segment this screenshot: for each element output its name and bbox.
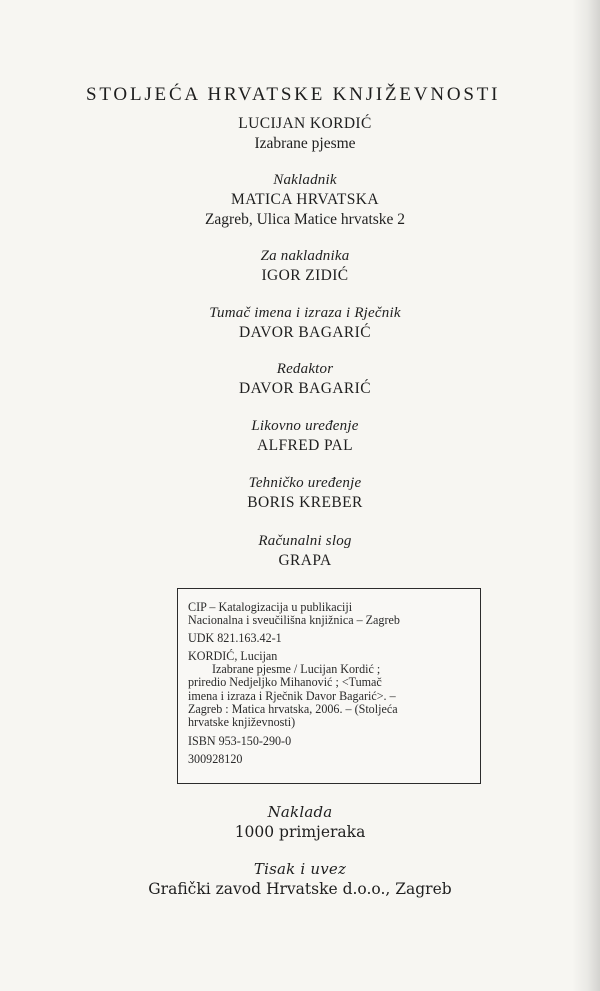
credit-value: ALFRED PAL — [256, 437, 354, 454]
credit-glossary — [160, 303, 450, 343]
cip-record — [188, 601, 474, 766]
credit-role: Likovno uređenje — [251, 418, 359, 434]
printing-info — [60, 859, 540, 899]
cip-description-line: priredio Nedjeljko Mihanović ; <Tumač — [188, 675, 382, 690]
credit-role: Računalni slog — [258, 533, 352, 549]
series-title: STOLJEĆA HRVATSKE KNJIŽEVNOSTI — [86, 84, 501, 105]
edition-value: 1000 primjeraka — [234, 823, 366, 841]
printing-value: Grafički zavod Hrvatske d.o.o., Zagreb — [148, 880, 452, 898]
credit-value: DAVOR BAGARIĆ — [239, 380, 371, 397]
cip-record-id: 300928120 — [188, 751, 243, 766]
printing-role: Tisak i uvez — [253, 860, 347, 878]
credit-value: DAVOR BAGARIĆ — [239, 324, 371, 341]
cip-description-line: hrvatske književnosti) — [188, 714, 296, 729]
credit-editor — [160, 359, 450, 399]
credit-value: Zagreb, Ulica Matice hrvatske 2 — [204, 211, 406, 228]
cip-heading: CIP – Katalogizacija u publikaciji — [188, 600, 353, 614]
credit-publisher — [160, 170, 450, 230]
credit-role: Tehničko uređenje — [248, 475, 362, 491]
cip-description-line: Zagreb : Matica hrvatska, 2006. – (Stoljeća — [188, 701, 398, 716]
credit-value: BORIS KREBER — [247, 494, 363, 511]
cip-author-heading: KORDIĆ, Lucijan — [188, 649, 278, 664]
credit-technical-editing — [160, 473, 450, 513]
credit-role: Za nakladnika — [260, 248, 350, 264]
cip-isbn: ISBN 953-150-290-0 — [188, 733, 292, 748]
book-title: Izabrane pjesme — [254, 135, 356, 152]
cip-udk: UDK 821.163.42-1 — [188, 631, 282, 646]
credit-role: Nakladnik — [273, 172, 337, 188]
credit-art-design — [160, 416, 450, 456]
credit-value: GRAPA — [278, 552, 332, 569]
cip-record-box — [177, 588, 481, 784]
credit-for-publisher — [160, 246, 450, 286]
cip-description-line: Izabrane pjesme / Lucijan Kordić ; — [212, 662, 381, 677]
credit-value: MATICA HRVATSKA — [231, 191, 379, 208]
book-info — [160, 114, 450, 154]
cip-description-line: imena i izraza i Rječnik Davor Bagarić>. – — [188, 688, 396, 703]
book-author: LUCIJAN KORDIĆ — [238, 115, 372, 132]
credit-role: Tumač imena i izraza i Rječnik — [209, 305, 401, 321]
credit-typesetting — [160, 531, 450, 571]
page-edge-shadow — [572, 0, 600, 991]
credit-value: IGOR ZIDIĆ — [261, 267, 349, 284]
credit-role: Redaktor — [276, 361, 334, 377]
edition-role: Naklada — [267, 803, 333, 821]
edition-info — [60, 802, 540, 842]
cip-library: Nacionalna i sveučilišna knjižnica – Zagreb — [188, 613, 400, 628]
